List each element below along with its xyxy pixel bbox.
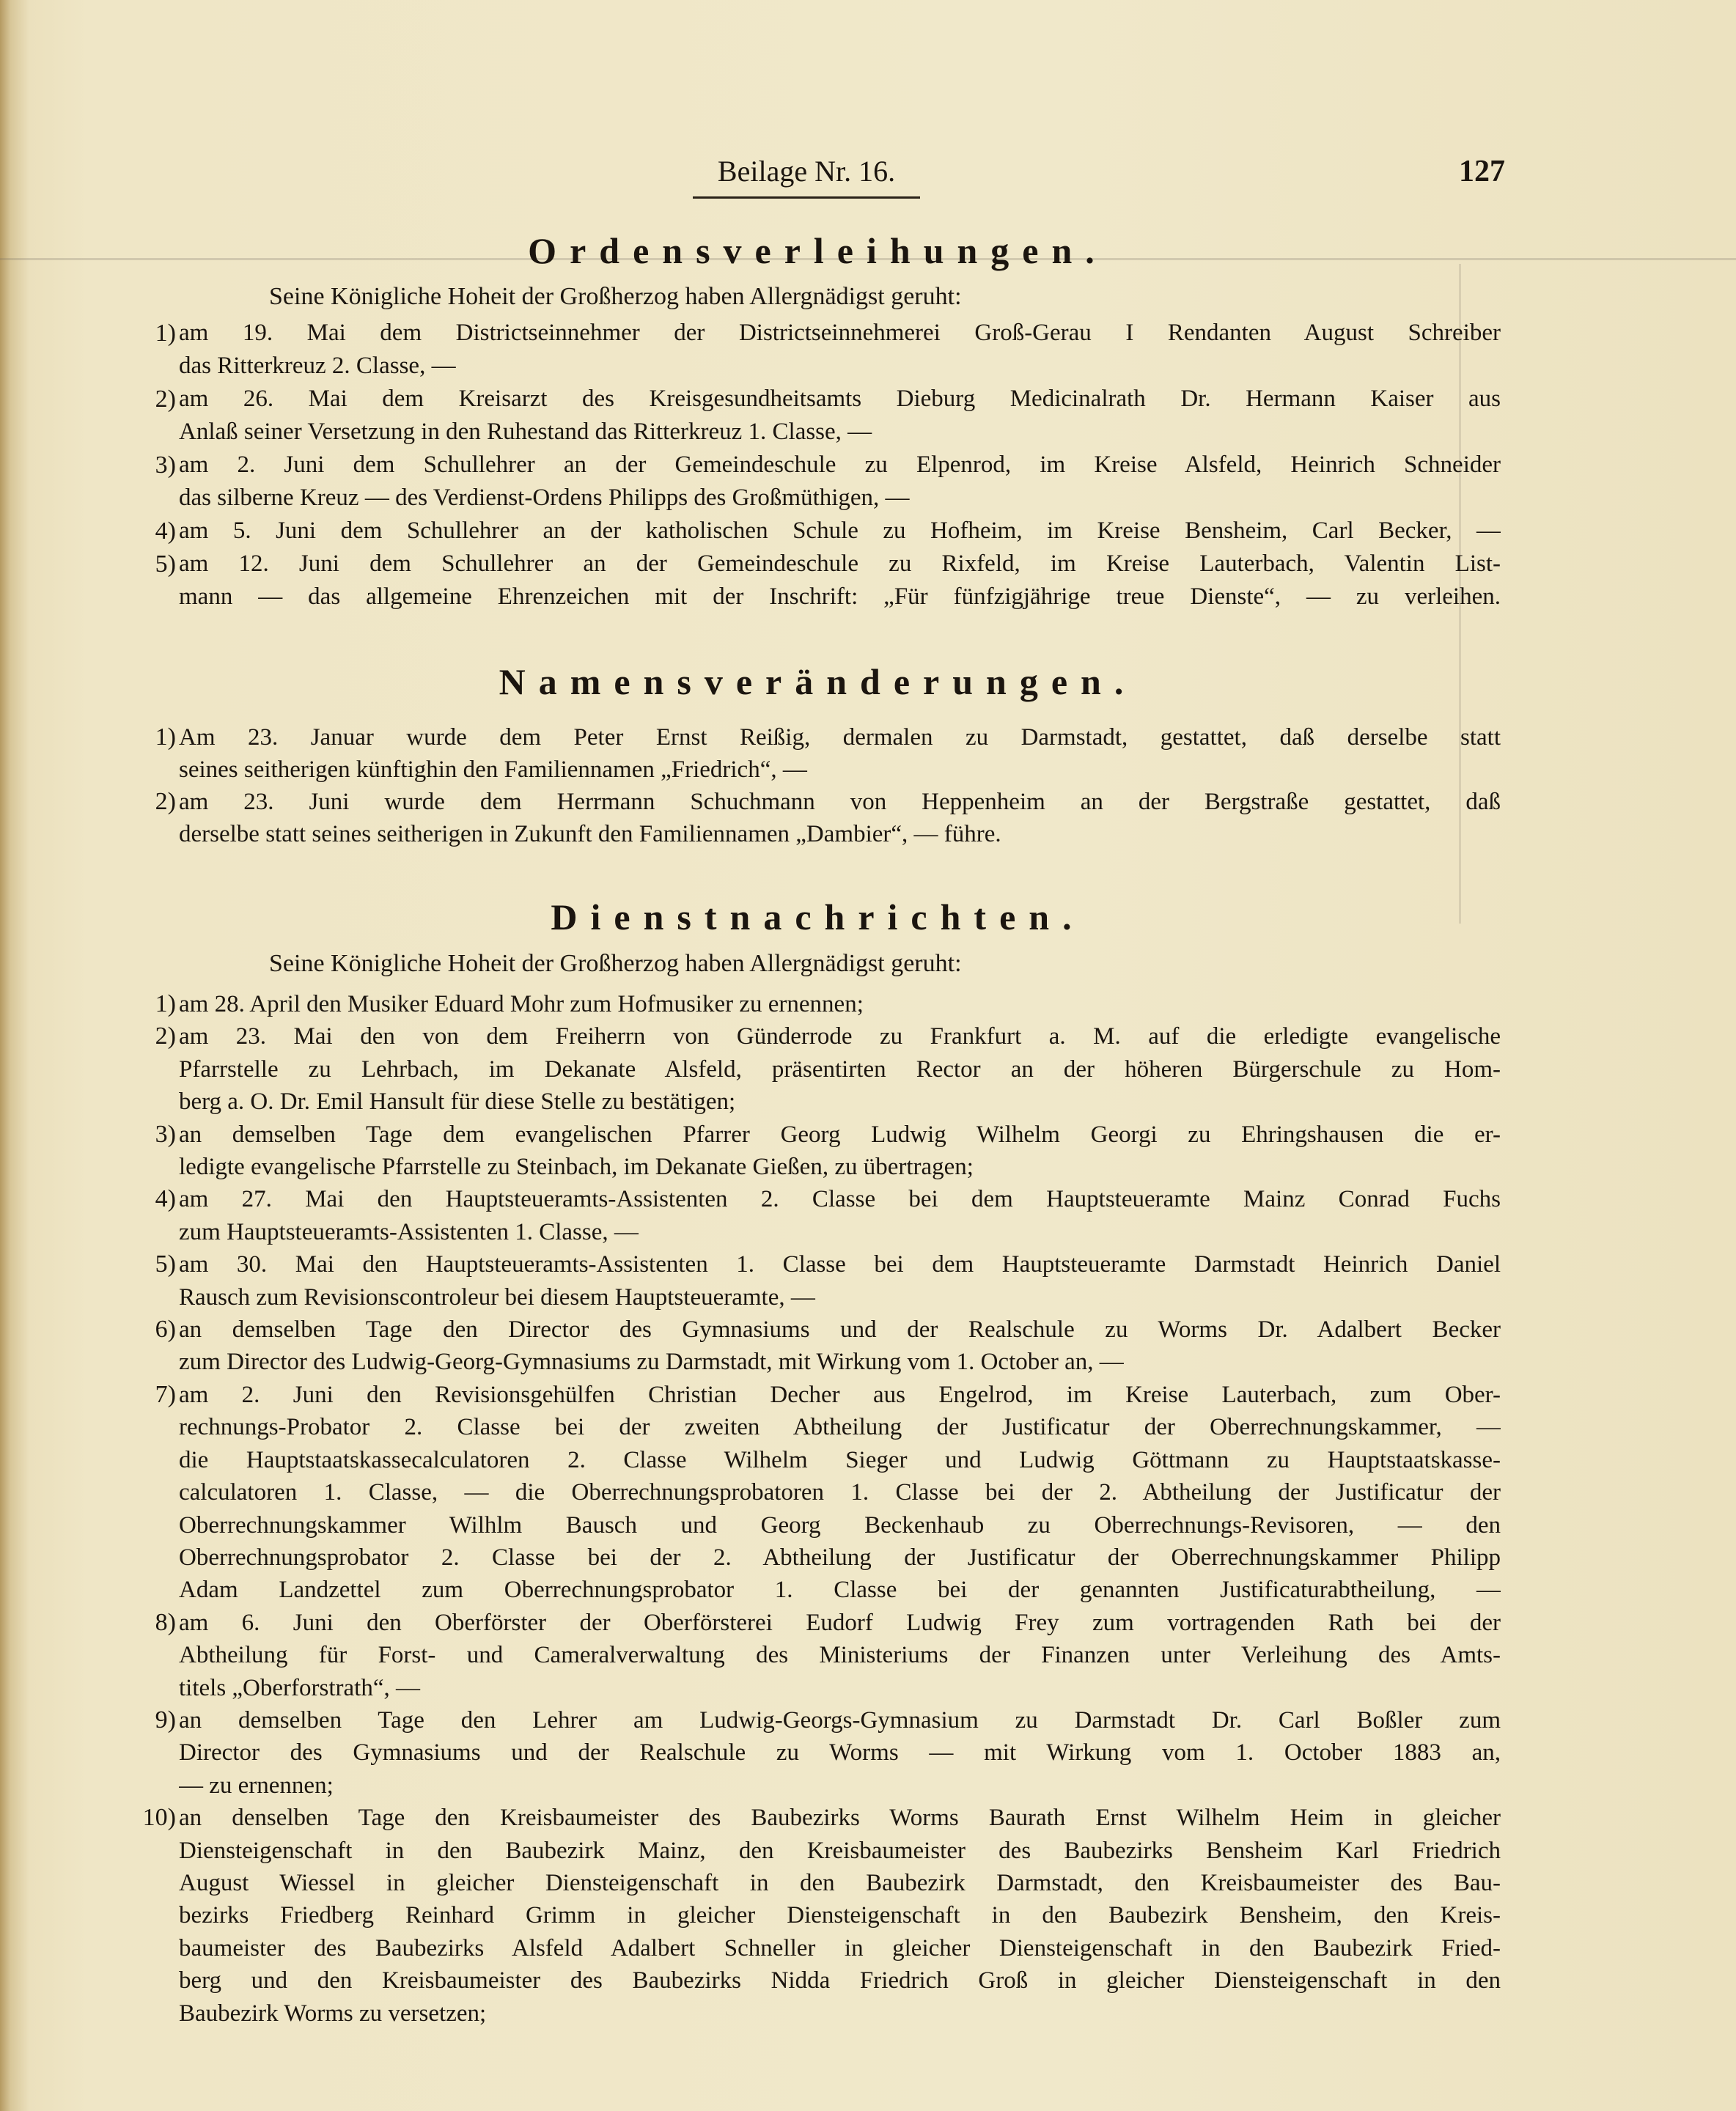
- item-number: 2): [155, 1023, 176, 1050]
- text-line: zum Director des Ludwig-Georg-Gymnasiums zu Darmstadt, mit Wirkung vom 1. October an, —: [179, 1349, 1124, 1376]
- text-line: am 30. Mai den Hauptsteueramts-Assistenten 1. Classe bei dem Hauptsteueramte Darmstadt Heinrich Daniel: [179, 1251, 1501, 1278]
- section-intro: Seine Königliche Hoheit der Großherzog haben Allergnädigst geruht:: [269, 950, 962, 977]
- section-title-ordensverleihungen: Ordensverleihungen.: [528, 230, 1108, 271]
- text-line: am 2. Juni den Revisionsgehülfen Christian Decher aus Engelrod, im Kreise Lauterbach, zum Ober-: [179, 1381, 1501, 1408]
- list-item: [135, 383, 1501, 449]
- text-line: am 23. Mai den von dem Freiherrn von Günderrode zu Frankfurt a. M. auf die erledigte evangelische: [179, 1023, 1501, 1050]
- text-line: am 28. April den Musiker Eduard Mohr zum Hofmusiker zu ernennen;: [179, 991, 864, 1017]
- section-intro: Seine Königliche Hoheit der Großherzog haben Allergnädigst geruht:: [269, 283, 962, 310]
- item-number: 4): [155, 1185, 176, 1213]
- item-number: 7): [155, 1380, 176, 1408]
- text-line: titels „Oberforstrath“, —: [179, 1674, 420, 1701]
- list-item: [135, 988, 1501, 1020]
- text-line: Diensteigenschaft in den Baubezirk Mainz, den Kreisbaumeister des Baubezirks Bensheim Karl Friedrich: [179, 1837, 1501, 1864]
- text-line: am 2. Juni dem Schullehrer an der Gemeindeschule zu Elpenrod, im Kreise Alsfeld, Heinrich Schneider: [179, 452, 1501, 478]
- text-line: am 23. Juni wurde dem Herrmann Schuchmann von Heppenheim an der Bergstraße gestattet, daß: [179, 789, 1501, 815]
- list-item: [135, 548, 1501, 614]
- text-line: Oberrechnungskammer Wilhlm Bausch und Georg Beckenhaub zu Oberrechnungs-Revisoren, — den: [179, 1511, 1501, 1539]
- item-number: 4): [155, 517, 176, 545]
- text-line: Anlaß seiner Versetzung in den Ruhestand das Ritterkreuz 1. Classe, —: [179, 419, 872, 445]
- text-line: — zu ernennen;: [179, 1772, 334, 1799]
- text-line: Abtheilung für Forst- und Cameralverwaltung des Ministeriums der Finanzen unter Verleihung des Amts-: [179, 1642, 1501, 1669]
- section-title-namensveraenderungen: Namensveränderungen.: [499, 661, 1137, 702]
- text-line: Oberrechnungsprobator 2. Classe bei der 2. Abtheilung der Justificatur der Oberrechnungskammer Philipp: [179, 1544, 1501, 1571]
- item-number: 6): [155, 1316, 176, 1344]
- text-line: am 19. Mai dem Districtseinnehmer der Districtseinnehmerei Groß-Gerau I Rendanten August Schreiber: [179, 320, 1501, 346]
- text-line: am 12. Juni dem Schullehrer an der Gemeindeschule zu Rixfeld, im Kreise Lauterbach, Valentin List-: [179, 550, 1501, 577]
- list-item: [135, 1802, 1501, 2030]
- list-item: [135, 1314, 1501, 1379]
- text-line: Director des Gymnasiums und der Realschule zu Worms — mit Wirkung vom 1. October 1883 an,: [179, 1739, 1501, 1766]
- list-item: [135, 1379, 1501, 1607]
- supplement-title: Beilage Nr. 16.: [717, 155, 896, 188]
- item-number: 10): [142, 1804, 176, 1832]
- item-number: 2): [155, 788, 176, 815]
- text-line: an demselben Tage dem evangelischen Pfarrer Georg Ludwig Wilhelm Georgi zu Ehringshausen die er-: [179, 1121, 1501, 1148]
- list-item: [135, 1183, 1501, 1248]
- text-line: calculatoren 1. Classe, — die Oberrechnungsprobatoren 1. Classe bei der 2. Abtheilung der Justificatur der: [179, 1479, 1501, 1506]
- text-line: am 26. Mai dem Kreisarzt des Kreisgesundheitsamts Dieburg Medicinalrath Dr. Hermann Kaiser aus: [179, 386, 1501, 412]
- list-item: [135, 449, 1501, 515]
- item-number: 5): [155, 550, 176, 578]
- text-line: an demselben Tage den Lehrer am Ludwig-Georgs-Gymnasium zu Darmstadt Dr. Carl Boßler zum: [179, 1706, 1501, 1734]
- section-title-dienstnachrichten: Dienstnachrichten.: [551, 896, 1085, 937]
- section-dienstnachrichten: [135, 988, 1501, 2030]
- list-item: [135, 1119, 1501, 1184]
- item-number: 1): [155, 320, 176, 347]
- text-line: seines seitherigen künftighin den Familiennamen „Friedrich“, —: [179, 756, 807, 783]
- text-line: das silberne Kreuz — des Verdienst-Ordens Philipps des Großmüthigen, —: [179, 485, 910, 511]
- text-line: baumeister des Baubezirks Alsfeld Adalbert Schneller in gleicher Diensteigenschaft in den Baubezirk Fried-: [179, 1934, 1501, 1961]
- list-item: [135, 721, 1501, 786]
- section-namensveraenderungen: [135, 721, 1501, 850]
- text-line: zum Hauptsteueramts-Assistenten 1. Classe, —: [179, 1218, 639, 1245]
- item-number: 8): [155, 1608, 176, 1636]
- header-underline: [693, 196, 920, 199]
- text-line: an denselben Tage den Kreisbaumeister des Baubezirks Worms Baurath Ernst Wilhelm Heim in gleicher: [179, 1805, 1501, 1832]
- page-number: 127: [1459, 155, 1505, 188]
- list-item: [135, 515, 1501, 548]
- text-line: die Hauptstaatskassecalculatoren 2. Classe Wilhelm Sieger und Ludwig Göttmann zu Hauptstaatskasse-: [179, 1446, 1501, 1473]
- text-line: August Wiessel in gleicher Diensteigenschaft in den Baubezirk Darmstadt, den Kreisbaumeister des Bau-: [179, 1869, 1501, 1896]
- item-number: 3): [155, 1120, 176, 1148]
- list-item: [135, 786, 1501, 850]
- section-ordensverleihungen: [135, 317, 1501, 614]
- text-line: mann — das allgemeine Ehrenzeichen mit der Inschrift: „Für fünfzigjährige treue Dienste“, — zu verleihen.: [179, 583, 1501, 610]
- item-number: 1): [155, 990, 176, 1017]
- list-item: [135, 1020, 1501, 1118]
- list-item: [135, 317, 1501, 383]
- text-line: an demselben Tage den Director des Gymnasiums und der Realschule zu Worms Dr. Adalbert Becker: [179, 1316, 1501, 1344]
- item-number: 5): [155, 1250, 176, 1278]
- text-line: ledigte evangelische Pfarrstelle zu Steinbach, im Dekanate Gießen, zu übertragen;: [179, 1154, 974, 1181]
- list-item: [135, 1248, 1501, 1314]
- text-line: Baubezirk Worms zu versetzen;: [179, 2000, 487, 2027]
- text-line: berg und den Kreisbaumeister des Baubezirks Nidda Friedrich Groß in gleicher Diensteigenschaft in den: [179, 1967, 1501, 1994]
- text-line: am 6. Juni den Oberförster der Oberförsterei Eudorf Ludwig Frey zum vortragenden Rath bei der: [179, 1609, 1501, 1636]
- item-number: 1): [155, 723, 176, 751]
- text-line: derselbe statt seines seitherigen in Zukunft den Familiennamen „Dambier“, — führe.: [179, 821, 1001, 847]
- text-line: das Ritterkreuz 2. Classe, —: [179, 353, 456, 379]
- page-header: [0, 154, 1736, 198]
- item-number: 3): [155, 452, 176, 479]
- text-line: Rausch zum Revisionscontroleur bei diesem Hauptsteueramte, —: [179, 1283, 815, 1311]
- item-number: 2): [155, 386, 176, 413]
- text-line: Pfarrstelle zu Lehrbach, im Dekanate Alsfeld, präsentirten Rector an der höheren Bürgerschule zu Hom-: [179, 1056, 1501, 1083]
- text-line: am 27. Mai den Hauptsteueramts-Assistenten 2. Classe bei dem Hauptsteueramte Mainz Conrad Fuchs: [179, 1186, 1501, 1213]
- list-item: [135, 1704, 1501, 1802]
- item-number: 9): [155, 1706, 176, 1734]
- text-line: Adam Landzettel zum Oberrechnungsprobator 1. Classe bei der genannten Justificaturabtheilung, —: [179, 1577, 1501, 1604]
- text-line: bezirks Friedberg Reinhard Grimm in gleicher Diensteigenschaft in den Baubezirk Bensheim, den Kreis-: [179, 1902, 1501, 1929]
- text-line: rechnungs-Probator 2. Classe bei der zweiten Abtheilung der Justificatur der Oberrechnungskammer, —: [179, 1414, 1501, 1441]
- list-item: [135, 1607, 1501, 1704]
- text-line: am 5. Juni dem Schullehrer an der katholischen Schule zu Hofheim, im Kreise Bensheim, Carl Becker, —: [179, 517, 1501, 544]
- text-line: Am 23. Januar wurde dem Peter Ernst Reißig, dermalen zu Darmstadt, gestattet, daß derselbe statt: [179, 724, 1501, 751]
- text-line: berg a. O. Dr. Emil Hansult für diese Stelle zu bestätigen;: [179, 1088, 736, 1116]
